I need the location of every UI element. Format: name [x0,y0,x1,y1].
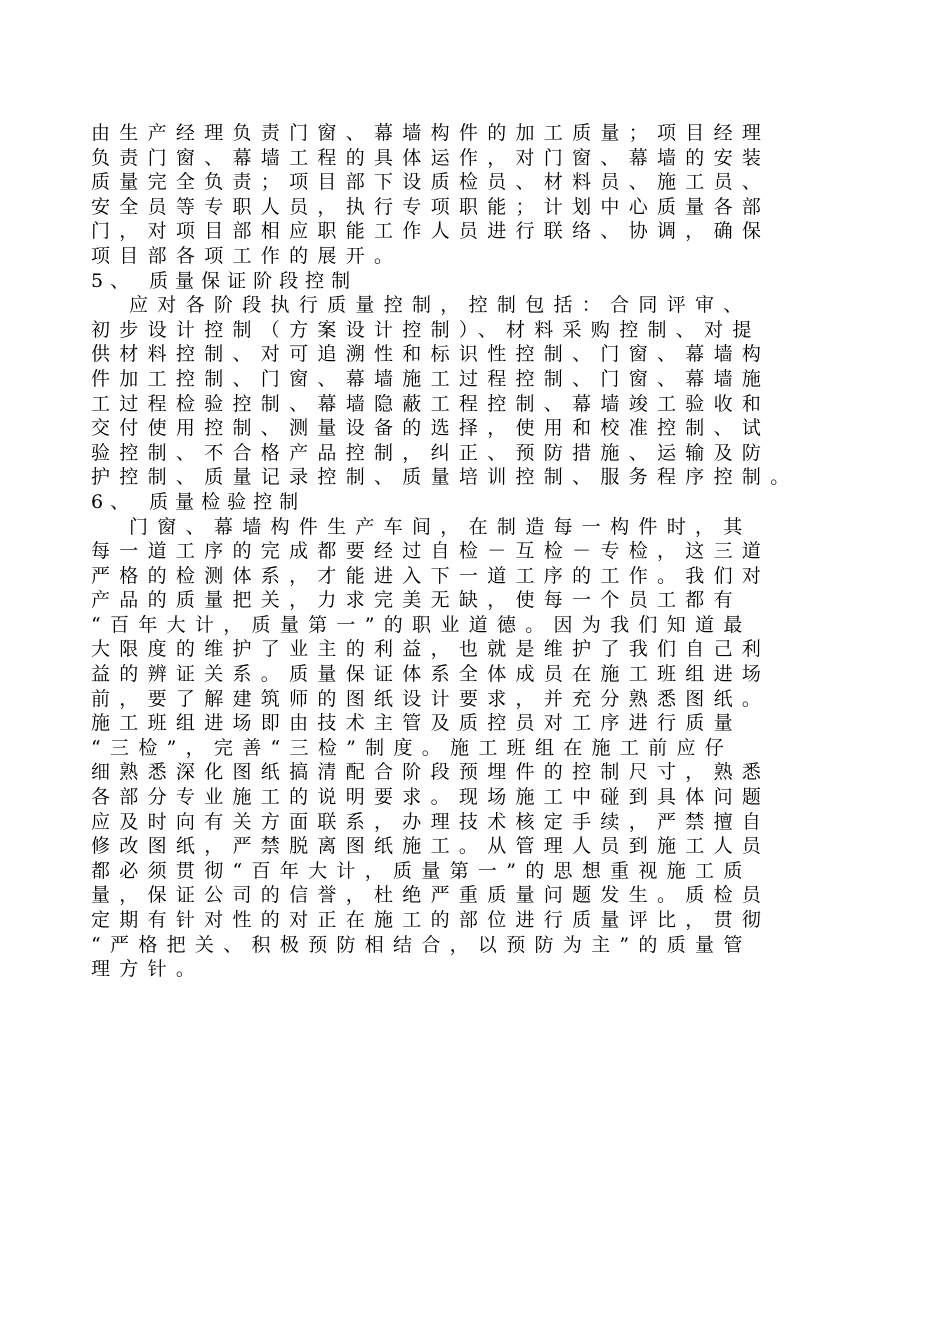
section-5-heading: 5、 质量保证阶段控制 [91,269,358,292]
text-line: 各部分专业施工的说明要求。现场施工中碰到具体问题 [91,786,771,809]
text-line: 大限度的维护了业主的利益，也就是维护了我们自己利 [91,638,771,661]
text-line: 都必须贯彻“百年大计，质量第一”的思想重视施工质 [91,859,752,882]
text-line: 验控制、不合格产品控制，纠正、预防措施、运输及防 [91,441,771,464]
text-line: 修改图纸，严禁脱离图纸施工。从管理人员到施工人员 [91,835,771,858]
text-line: 件加工控制、门窗、幕墙施工过程控制、门窗、幕墙施 [91,367,771,390]
text-line: 应及时向有关方面联系，办理技术核定手续，严禁擅自 [91,810,771,833]
text-line: 由生产经理负责门窗、幕墙构件的加工质量；项目经理 [91,122,771,144]
paragraph-intro [91,121,861,269]
text-line: 交付使用控制、测量设备的选择，使用和校准控制、试 [91,417,771,440]
text-line: 施工班组进场即由技术主管及质控员对工序进行质量 [91,712,742,735]
text-line: 产品的质量把关，力求完美无缺，使每一个员工都有 [91,589,742,612]
text-line: 工过程检验控制、幕墙隐蔽工程控制、幕墙竣工验收和 [91,392,771,415]
paragraph-section-6 [91,515,861,982]
text-line: 门，对项目部相应职能工作人员进行联络、协调，确保 [91,220,771,243]
text-line: 项目部各项工作的展开。 [91,244,403,267]
text-line: 供材料控制、对可追溯性和标识性控制、门窗、幕墙构 [91,343,771,366]
text-line: “百年大计，质量第一”的职业道德。因为我们知道最 [91,613,752,636]
text-line: 理方针。 [91,958,205,981]
text-line: 细熟悉深化图纸搞清配合阶段预埋件的控制尺寸，熟悉 [91,761,771,784]
text-line: 定期有针对性的对正在施工的部位进行质量评比，贯彻 [91,909,771,931]
text-line: 初步设计控制（方案设计控制）、材料采购控制、对提 [91,318,761,341]
text-line: 安全员等专职人员，执行专项职能；计划中心质量各部 [91,195,771,218]
text-line: 质量完全负责；项目部下设质检员、材料员、施工员、 [91,171,771,194]
text-line: 量，保证公司的信誉，杜绝严重质量问题发生。质检员 [91,884,771,907]
text-line: 负责门窗、幕墙工程的具体运作，对门窗、幕墙的安装 [91,146,771,169]
text-line: “三检”，完善“三检”制度。施工班组在施工前应仔 [91,736,734,759]
text-line: 应对各阶段执行质量控制，控制包括：合同评审、 [129,294,752,317]
section-6-heading: 6、 质量检验控制 [91,490,306,513]
text-line: 益的辨证关系。质量保证体系全体成员在施工班组进场 [91,663,771,686]
text-line: 护控制、质量记录控制、质量培训控制、服务程序控制。 [91,466,799,489]
text-line: 严格的检测体系，才能进入下一道工序的工作。我们对 [91,564,771,587]
paragraph-section-5 [91,293,861,490]
text-line: 每一道工序的完成都要经过自检－互检－专检，这三道 [91,540,771,563]
text-line: 门窗、幕墙构件生产车间，在制造每一构件时，其 [129,515,752,538]
text-line: “严格把关、积极预防相结合，以预防为主”的质量管 [91,933,752,956]
document-page [91,121,861,982]
text-line: 前，要了解建筑师的图纸设计要求，并充分熟悉图纸。 [91,687,771,710]
